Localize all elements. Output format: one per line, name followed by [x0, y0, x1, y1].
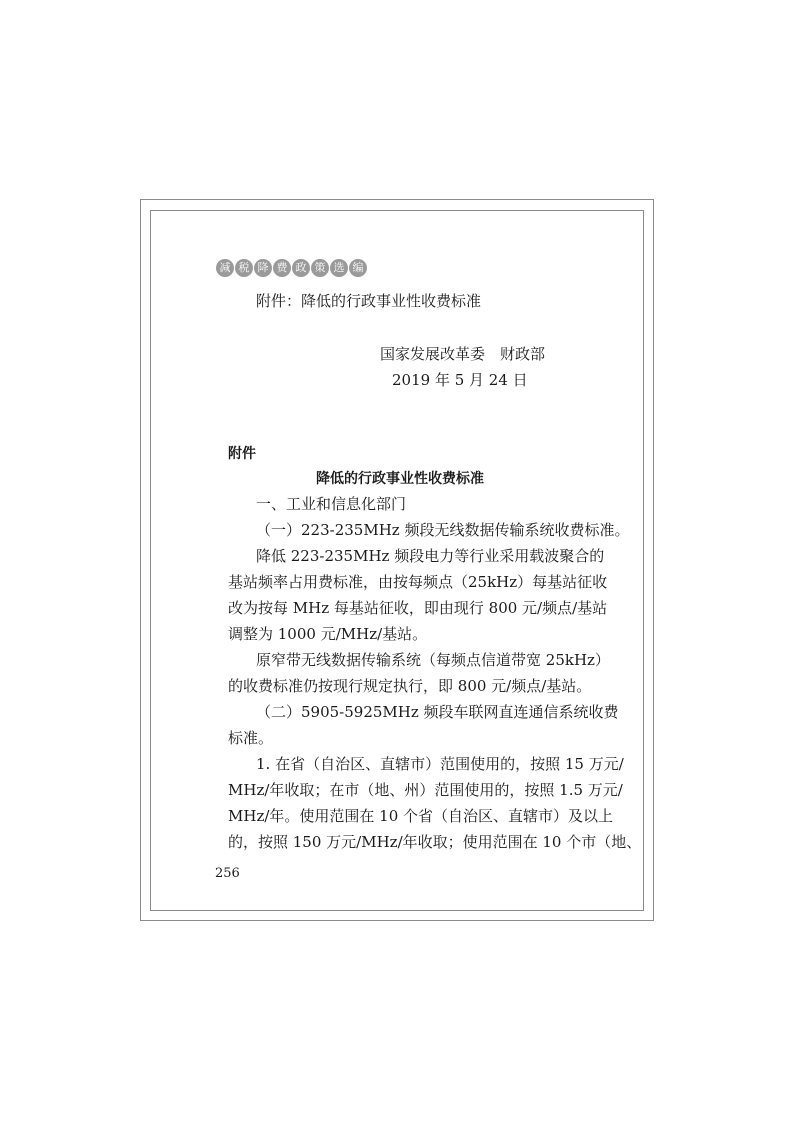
series-char: 政: [292, 259, 310, 277]
series-char: 编: [349, 259, 367, 277]
attachment-note: 附件：降低的行政事业性收费标准: [256, 292, 482, 310]
appendix-label: 附件: [228, 446, 256, 462]
subsection-heading: 标准。: [228, 729, 274, 747]
section-heading: 一、工业和信息化部门: [256, 495, 407, 513]
paragraph-line: 的，按照 150 万元/MHz/年收取；使用范围在 10 个市（地、: [228, 833, 642, 851]
page-number: 256: [215, 866, 240, 881]
subsection-heading: （二）5905-5925MHz 频段车联网直连通信系统收费: [256, 703, 619, 721]
subsection-heading: （一）223-235MHz 频段无线数据传输系统收费标准。: [256, 521, 630, 539]
doc-title: 降低的行政事业性收费标准: [316, 471, 484, 487]
series-char: 降: [254, 259, 272, 277]
paragraph-line: 改为按每 MHz 每基站征收，即由现行 800 元/频点/基站: [228, 599, 608, 617]
series-char: 减: [216, 259, 234, 277]
paragraph-line: 调整为 1000 元/MHz/基站。: [228, 625, 428, 643]
series-char: 税: [235, 259, 253, 277]
issue-date: 2019 年 5 月 24 日: [392, 371, 528, 389]
paragraph-line: 1. 在省（自治区、直辖市）范围使用的，按照 15 万元/: [256, 755, 624, 773]
paragraph-line: 的收费标准仍按现行规定执行，即 800 元/频点/基站。: [228, 677, 592, 695]
paragraph-line: MHz/年收取；在市（地、州）范围使用的，按照 1.5 万元/: [228, 781, 623, 799]
series-char: 选: [330, 259, 348, 277]
series-char: 费: [273, 259, 291, 277]
series-header: [216, 259, 367, 277]
paragraph-line: 基站频率占用费标准，由按每频点（25kHz）每基站征收: [228, 573, 608, 591]
paragraph-line: 降低 223-235MHz 频段电力等行业采用载波聚合的: [256, 547, 605, 565]
series-char: 策: [311, 259, 329, 277]
paragraph-line: 原窄带无线数据传输系统（每频点信道带宽 25kHz）: [256, 651, 610, 669]
paragraph-line: MHz/年。使用范围在 10 个省（自治区、直辖市）及以上: [228, 807, 614, 825]
issuer: 国家发展改革委 财政部: [380, 345, 546, 363]
